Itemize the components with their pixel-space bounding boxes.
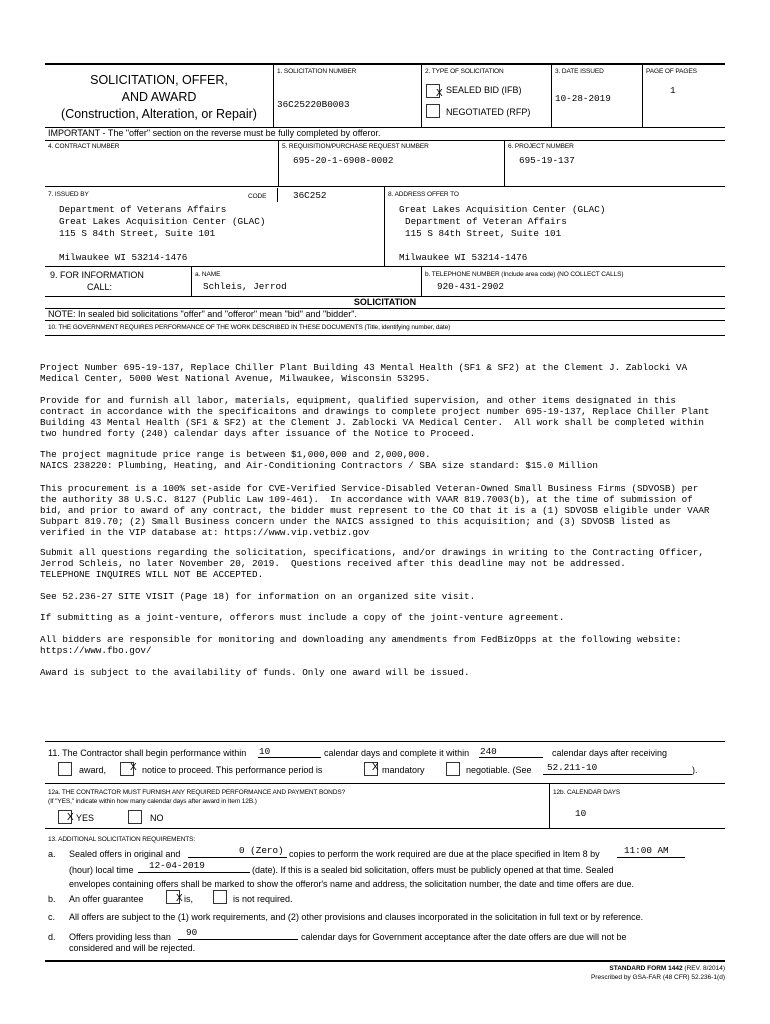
due-time: 11:00 AM: [624, 845, 669, 856]
solicitation-number: 36C25220B0003: [277, 99, 350, 110]
item13a-text: envelopes containing offers shall be marked to show the offeror's name and address, the solicitation number, the date and time offers are due.: [69, 879, 635, 889]
see-clause: 52.211-10: [547, 762, 598, 773]
award-checkbox[interactable]: [58, 762, 72, 776]
info-label-line: CALL:: [87, 282, 113, 292]
award-paragraph: Award is subject to the availability of funds. Only one award will be issued.: [40, 667, 470, 678]
negotiable-checkbox[interactable]: [446, 762, 460, 776]
item11-text: calendar days after receiving: [552, 748, 668, 758]
page-of-pages-label: PAGE OF PAGES: [646, 68, 697, 75]
rule: [45, 783, 725, 784]
rule: [45, 140, 725, 141]
item11-text: calendar days and complete it within: [324, 748, 470, 758]
negotiable-label: negotiable. (See: [466, 765, 532, 775]
title-line: AND AWARD: [121, 90, 197, 104]
complete-days: 240: [480, 746, 497, 757]
item12a-sub: (If "YES," indicate within how many calendar days after award in Item 12B.): [48, 798, 257, 805]
offer-address: [399, 204, 605, 264]
price-range-paragraph: The project magnitude price range is between $1,000,000 and 2,000,000. NAICS 238220: Plumbing, Heating, and Air-Conditioning Contractors / SBA size standard: $15.0 Million: [40, 449, 598, 471]
code-label: CODE: [248, 193, 267, 200]
form-revision: (REV. 8/2014): [684, 965, 725, 972]
project-number-label: 6. PROJECT NUMBER: [508, 143, 574, 150]
check-mark: X: [176, 893, 183, 904]
address-line: Department of Veterans Affairs: [59, 204, 227, 215]
address-line: Department of Veteran Affairs: [405, 216, 567, 227]
solicitation-number-label: 1. SOLICITATION NUMBER: [277, 68, 357, 75]
phone-label: b. TELEPHONE NUMBER (Include area code) (NO COLLECT CALLS): [425, 271, 624, 278]
requisition-label: 5. REQUISITION/PURCHASE REQUEST NUMBER: [282, 143, 429, 150]
solicitation-heading: SOLICITATION: [353, 297, 417, 307]
solicitation-type-label: 2. TYPE OF SOLICITATION: [425, 68, 504, 75]
title-line: SOLICITATION, OFFER,: [90, 73, 228, 87]
item13a-text: Sealed offers in original and: [69, 849, 181, 859]
info-label-line: 9. FOR INFORMATION: [50, 270, 144, 280]
contract-number-label: 4. CONTRACT NUMBER: [48, 143, 120, 150]
notice-label: notice to proceed. This performance period is: [142, 765, 323, 775]
divider: [421, 63, 422, 127]
page-number: 1: [670, 85, 676, 96]
is-label: is,: [184, 894, 193, 904]
mandatory-label: mandatory: [382, 765, 425, 775]
item13a-text: copies to perform the work required are due at the place specified in Item 8 by: [289, 849, 600, 859]
rule: [45, 320, 725, 321]
rule: [45, 186, 725, 187]
sealed-bid-label: SEALED BID (IFB): [446, 85, 522, 95]
item12a-label: 12a. THE CONTRACTOR MUST FURNISH ANY REQUIRED PERFORMANCE AND PAYMENT BONDS?: [48, 789, 346, 796]
important-notice: IMPORTANT - The "offer" section on the reverse must be fully completed by offeror.: [48, 128, 381, 138]
divider: [278, 140, 279, 186]
info-label: [50, 269, 144, 293]
top-rule: [45, 63, 725, 65]
item13d-marker: d.: [48, 932, 56, 942]
issuer-code: 36C252: [293, 190, 327, 201]
date-issued: 10-28-2019: [555, 93, 611, 104]
calendar-days: 10: [575, 808, 587, 819]
start-days: 10: [259, 746, 271, 757]
item13a-text: (hour) local time: [69, 865, 134, 875]
due-date: 12-04-2019: [149, 860, 205, 871]
divider: [421, 266, 422, 296]
item13c-text: All offers are subject to the (1) work requirements, and (2) other provisions and clauses incorporated in the solicitation in full text or by reference.: [69, 912, 644, 922]
questions-paragraph: Submit all questions regarding the solicitation, specifications, and/or drawings in writing to the Contracting Officer, Jerrod Schleis, no later November 20, 2019. Questions received after this deadline may not be addressed. TELEPHONE INQUIRES WILL NOT BE ACCEPTED.: [40, 547, 704, 580]
check-mark: X: [372, 762, 379, 773]
item11-text: 11. The Contractor shall begin performance within: [48, 748, 247, 758]
title-line: (Construction, Alteration, or Repair): [61, 107, 257, 121]
check-mark: X: [130, 762, 137, 773]
rule: [45, 741, 725, 742]
issuer-address: [59, 204, 265, 264]
item13d-text: considered and will be rejected.: [69, 943, 196, 953]
divider: [504, 140, 505, 186]
project-number: 695-19-137: [519, 155, 575, 166]
issued-by-label: 7. ISSUED BY: [48, 191, 89, 198]
project-description: Project Number 695-19-137, Replace Chiller Plant Building 43 Mental Health (SF1 & SF2) at the Clement J. Zablocki VA Medical Center, 5000 West National Avenue, Milwaukee, Wisconsin 53295.: [40, 362, 688, 384]
rule: [45, 828, 725, 829]
item13c-marker: c.: [48, 912, 56, 922]
scope-paragraph: Provide for and furnish all labor, materials, equipment, qualified supervision, and other items designated in this contract in accordance with the specificaitons and drawings to complete project number 695-19-137, Replace Chiller Plant Building 43 Mental Health (SF1 & SF2) at the Clement J. Zablocki VA Medical Center. All work shall be completed within two hundred forty (240) calendar days after issuance of the Notice to Proceed.: [40, 395, 710, 439]
item13a-marker: a.: [48, 849, 56, 859]
rule: [45, 266, 725, 267]
site-visit-paragraph: See 52.236-27 SITE VISIT (Page 18) for information on an organized site visit.: [40, 591, 476, 602]
acceptance-days: 90: [186, 927, 198, 938]
copies-value: 0 (Zero): [239, 845, 284, 856]
item13d-text: calendar days for Government acceptance after the date offers are due will not be: [301, 932, 627, 942]
code-divider: [277, 188, 278, 202]
divider: [384, 186, 385, 266]
award-label: award,: [79, 765, 107, 775]
item13a-text: (date). If this is a sealed bid solicitation, offers must be publicly opened at that time. Sealed: [252, 865, 614, 875]
rule: [45, 335, 725, 336]
address-line: 115 S 84th Street, Suite 101: [59, 228, 216, 239]
form-number: STANDARD FORM 1442: [609, 965, 683, 972]
address-line: Milwaukee WI 53214-1476: [399, 252, 528, 263]
sealed-bid-note: NOTE: In sealed bid solicitations "offer" and "offeror" mean "bid" and "bidder".: [48, 309, 357, 319]
is-not-label: is not required.: [233, 894, 293, 904]
divider: [551, 63, 552, 127]
item12b-label: 12b. CALENDAR DAYS: [553, 789, 621, 796]
guarantee-not-checkbox[interactable]: [213, 890, 227, 904]
check-mark: X: [436, 88, 443, 99]
negotiated-checkbox[interactable]: [426, 104, 440, 118]
address-line: Great Lakes Acquisition Center (GLAC): [59, 216, 266, 227]
date-issued-label: 3. DATE ISSUED: [555, 68, 604, 75]
no-label: NO: [150, 813, 164, 823]
form-footer: [570, 965, 725, 981]
amendments-paragraph: All bidders are responsible for monitoring and downloading any amendments from FedBizOpps at the following website: https://www.fbo.gov/: [40, 634, 682, 656]
divider: [273, 63, 274, 127]
bonds-no-checkbox[interactable]: [128, 810, 142, 824]
divider: [549, 783, 550, 828]
joint-venture-paragraph: If submitting as a joint-venture, offerors must include a copy of the joint-venture agreement.: [40, 612, 565, 623]
check-mark: X: [67, 812, 74, 823]
item13b-text: An offer guarantee: [69, 894, 144, 904]
prescribed-by: Prescribed by GSA-FAR (48 CFR) 52.236-1(d): [590, 974, 725, 981]
item13-label: 13. ADDITIONAL SOLICITATION REQUIREMENTS:: [48, 836, 196, 843]
divider: [191, 266, 192, 296]
item10-label: 10. THE GOVERNMENT REQUIRES PERFORMANCE OF THE WORK DESCRIBED IN THESE DOCUMENTS (Title, identifying number, date): [48, 324, 451, 331]
contact-phone: 920-431-2902: [437, 281, 504, 292]
address-line: 115 S 84th Street, Suite 101: [405, 228, 562, 239]
address-line: Milwaukee WI 53214-1476: [59, 252, 188, 263]
item13b-marker: b.: [48, 894, 56, 904]
divider: [642, 63, 643, 127]
item11-end: ).: [692, 765, 698, 775]
contact-name: Schleis, Jerrod: [203, 281, 287, 292]
bottom-rule: [45, 960, 725, 962]
negotiated-label: NEGOTIATED (RFP): [446, 107, 531, 117]
name-label: a. NAME: [195, 271, 221, 278]
form-title: [45, 72, 273, 123]
requisition-number: 695-20-1-6908-0002: [293, 155, 394, 166]
address-offer-label: 8. ADDRESS OFFER TO: [388, 191, 459, 198]
set-aside-paragraph: This procurement is a 100% set-aside for CVE-Verified Service-Disabled Veteran-Owned Small Business Firms (SDVOSB) per the authority 38 U.S.C. 8127 (Public Law 109-461). In accordance with VAAR 819.7003(b), at the time of submission of bid, and prior to award of any contract, the bidder must represent to the CO that it is a (1) SDVOSB eligible under VAAR Subpart 819.70; (2) Small Business concern under the NAICS assigned to this acquisition; and (3) SDVOSB listed as verified in the VIP database at: https://www.vip.vetbiz.gov: [40, 483, 710, 538]
address-line: Great Lakes Acquisition Center (GLAC): [399, 204, 606, 215]
item13d-text: Offers providing less than: [69, 932, 171, 942]
yes-label: YES: [76, 813, 95, 823]
